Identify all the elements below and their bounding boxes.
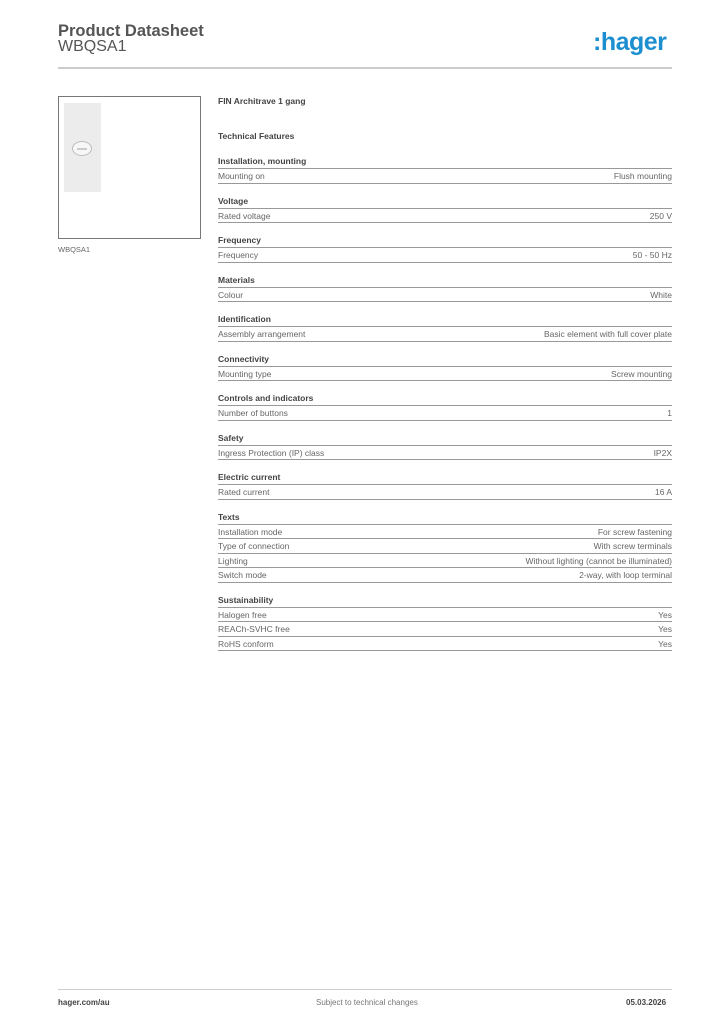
spec-section	[218, 233, 672, 263]
spec-row	[218, 539, 672, 554]
spec-row	[218, 637, 672, 652]
footer-note: Subject to technical changes	[316, 998, 418, 1007]
spec-value: Yes	[658, 638, 672, 649]
spec-value: For screw fastening	[597, 526, 672, 537]
spec-sections	[218, 154, 672, 651]
spec-section	[218, 273, 672, 303]
spec-row	[218, 248, 672, 263]
section-heading: Frequency	[218, 233, 672, 248]
page-title: Product Datasheet	[58, 22, 204, 40]
footer-date: 05.03.2026	[626, 998, 667, 1007]
spec-label: Switch mode	[218, 570, 267, 580]
spec-label: Colour	[218, 289, 244, 300]
section-heading: Electric current	[218, 470, 672, 485]
spec-label: Number of buttons	[218, 408, 288, 418]
section-heading: Sustainability	[218, 593, 672, 608]
footer-divider	[58, 989, 672, 990]
spec-section	[218, 431, 672, 461]
spec-row	[218, 169, 672, 184]
spec-value: Screw mounting	[611, 368, 672, 379]
spec-row	[218, 406, 672, 421]
spec-row	[218, 554, 672, 569]
spec-label: Ingress Protection (IP) class	[218, 447, 325, 458]
spec-section	[218, 510, 672, 583]
spec-value: Yes	[658, 624, 672, 634]
spec-row	[218, 485, 672, 500]
spec-value: IP2X	[653, 447, 672, 458]
section-heading: Controls and indicators	[218, 391, 672, 406]
footer-website[interactable]: hager.com/au	[58, 998, 110, 1007]
spec-section	[218, 470, 672, 500]
spec-value: 250 V	[649, 210, 672, 221]
spec-label: Mounting on	[218, 171, 265, 181]
spec-label: Mounting type	[218, 368, 272, 379]
spec-row	[218, 608, 672, 623]
spec-label: Lighting	[218, 555, 248, 566]
spec-label: Frequency	[218, 250, 259, 260]
spec-label: Rated voltage	[218, 210, 271, 221]
spec-row	[218, 446, 672, 461]
product-code: WBQSA1	[58, 38, 127, 55]
section-heading: Installation, mounting	[218, 154, 672, 169]
spec-row	[218, 622, 672, 637]
image-caption: WBQSA1	[58, 245, 91, 254]
spec-section	[218, 194, 672, 224]
spec-row	[218, 209, 672, 224]
features-title: Technical Features	[218, 131, 295, 141]
section-heading: Connectivity	[218, 352, 672, 367]
spec-section	[218, 312, 672, 342]
section-heading: Safety	[218, 431, 672, 446]
section-heading: Materials	[218, 273, 672, 288]
spec-value: Basic element with full cover plate	[543, 329, 672, 339]
spec-value: Yes	[658, 609, 672, 620]
spec-row	[218, 288, 672, 303]
spec-row	[218, 367, 672, 382]
product-image	[58, 96, 201, 239]
spec-value: Without lighting (cannot be illuminated)	[525, 555, 672, 566]
spec-label: Installation mode	[218, 526, 283, 537]
spec-value: Flush mounting	[613, 171, 672, 181]
spec-label: RoHS conform	[218, 638, 274, 649]
section-heading: Identification	[218, 312, 672, 327]
spec-label: Assembly arrangement	[218, 329, 306, 339]
spec-section	[218, 352, 672, 382]
spec-row	[218, 568, 672, 583]
switch-button-icon	[72, 141, 92, 156]
hager-logo: :hager	[593, 28, 667, 56]
spec-label: Type of connection	[218, 541, 290, 551]
switch-plate	[64, 103, 101, 192]
spec-value: 1	[667, 408, 672, 418]
spec-label: Rated current	[218, 487, 270, 497]
spec-label: REACh-SVHC free	[218, 624, 290, 634]
spec-value: 2-way, with loop terminal	[579, 570, 672, 580]
spec-row	[218, 525, 672, 540]
spec-section	[218, 154, 672, 184]
spec-value: White	[650, 289, 672, 300]
spec-row	[218, 327, 672, 342]
section-heading: Texts	[218, 510, 672, 525]
spec-label: Halogen free	[218, 609, 267, 620]
spec-value: 16 A	[654, 487, 672, 497]
section-heading: Voltage	[218, 194, 672, 209]
header-divider	[58, 67, 672, 69]
spec-section	[218, 593, 672, 652]
spec-section	[218, 391, 672, 421]
spec-value: 50 - 50 Hz	[632, 250, 672, 260]
spec-panel	[218, 96, 672, 661]
product-name: FIN Architrave 1 gang	[218, 96, 306, 106]
spec-value: With screw terminals	[593, 541, 672, 551]
